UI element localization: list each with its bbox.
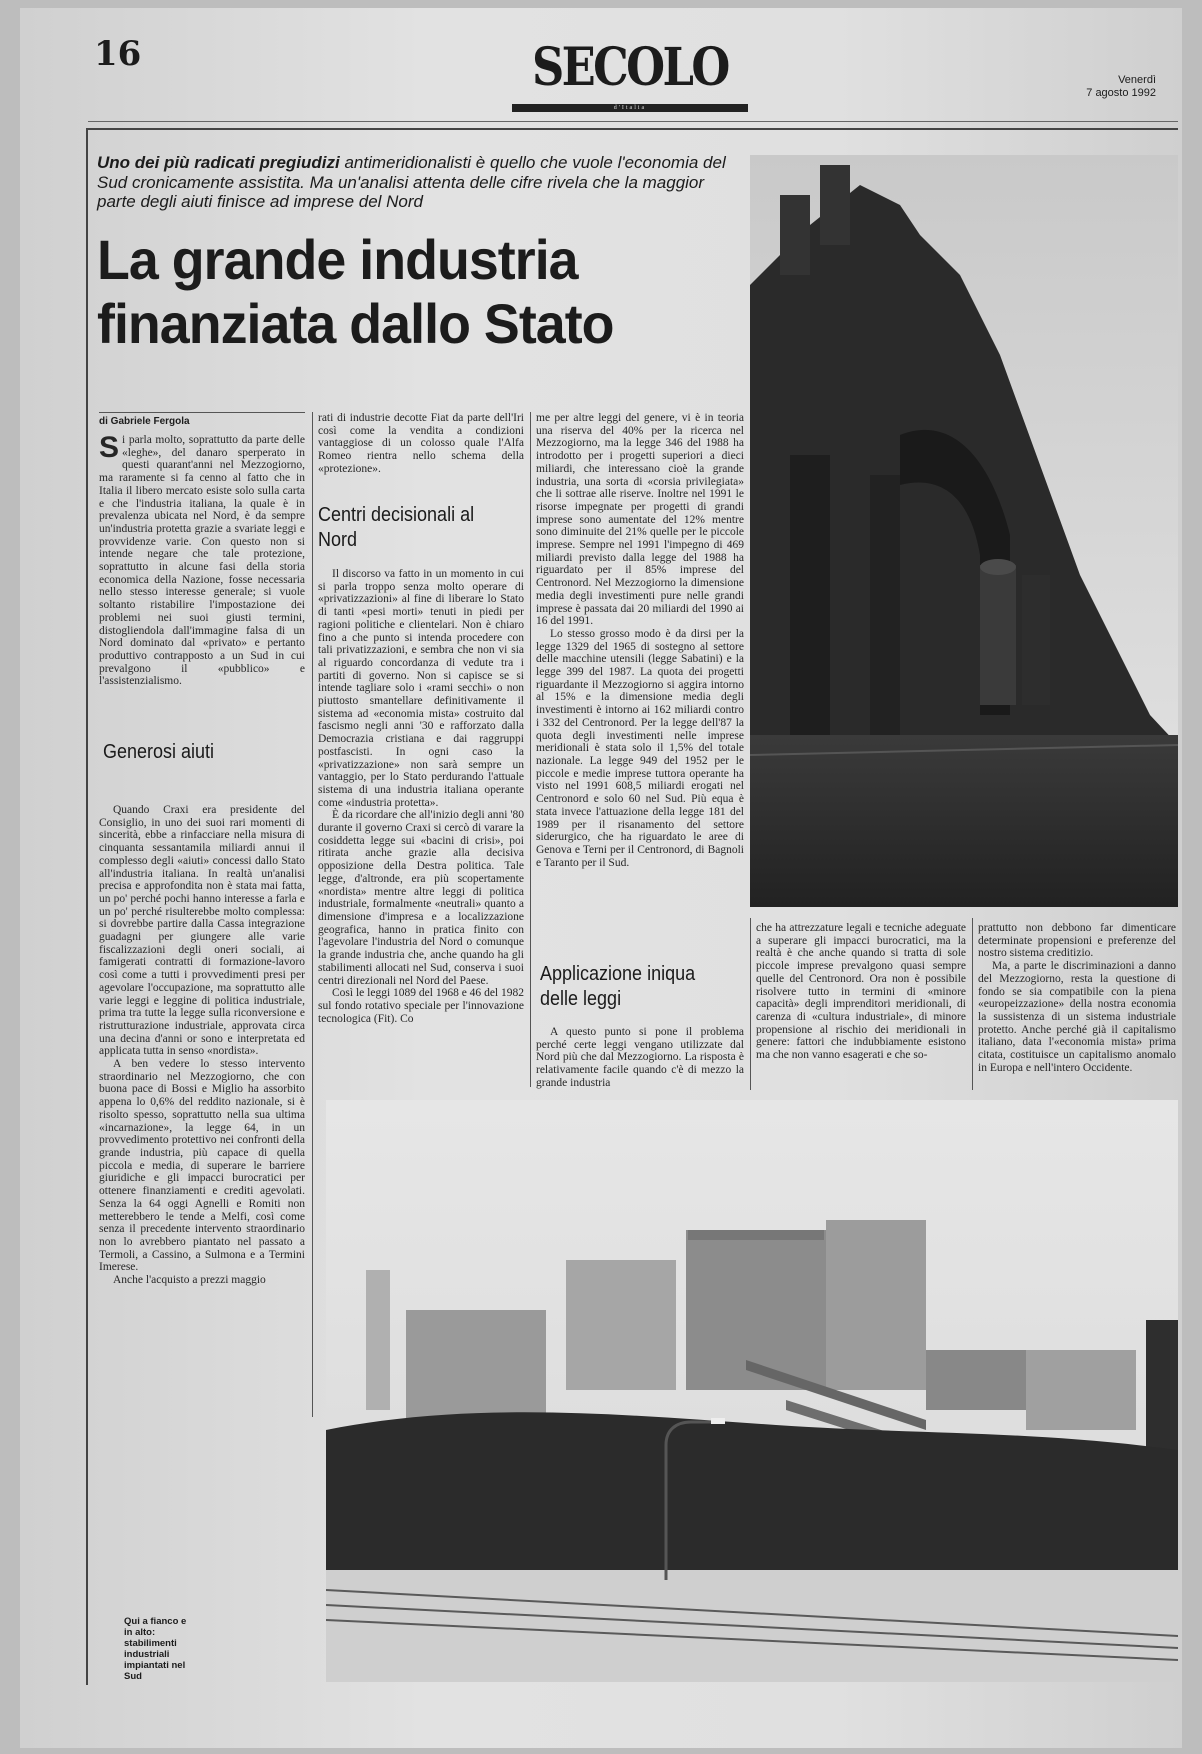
column-1-top <box>99 434 305 726</box>
column-2-top <box>318 412 524 476</box>
paragraph: Lo stesso grosso modo è da dirsi per la legge 1329 del 1965 di sostegno al settore delle macchine utensili (legge Sabatini) e la legge 399 del 1987. La quota dei progetti riguardante il Mezzogiorno si aggira intorno al 15% e la dimensione media degli investimenti è intorno ai 162 miliardi contro i 332 del Centronord. Per la legge dell'87 la quota degli investimenti nelle imprese meridionali è stata solo il 1,5% del totale nazionale. La legge 949 del 1952 per le piccole e medie imprese tuttora operante ha visto nel 1991 608,5 miliardi erogati nel Centronord e solo 60 nel Sud. Più equa è stata invece l'attuazione della legge 181 del 1989 per il risanamento del settore siderurgico, che ha riguardato le aree di Genova e Terni per il Centronord, di Bagnoli e Taranto per il Sud. <box>536 627 744 869</box>
subhead-centri-decisionali: Centri decisionali al Nord <box>318 504 475 551</box>
header-rule <box>88 121 1178 122</box>
column-3-top <box>536 412 744 950</box>
column-3-bottom <box>536 1026 744 1090</box>
paragraph: prattutto non debbono far dimenticare determinate propensioni e preferenze del nostro sistema creditizio. <box>978 922 1176 960</box>
byline-rule <box>99 412 305 413</box>
column-5 <box>978 922 1176 1088</box>
paragraph: Il discorso va fatto in un momento in cui si parla troppo senza molto operare di «privatizzazioni» al fine di liberare lo Stato di tanti «pesi morti» tenuti in piedi per ragioni politiche e clientelari. Non è chiaro fino a che punto si intenda procedere con tali privatizzazioni, e sembra che non vi sia al riguardo concordanza di vedute tra i partiti di governo. Non si capisce se si intende tagliare solo i «rami secchi» o non piuttosto smantellare definitivamente il sistema ad «economia mista» costruito dal fascismo negli anni '30 e rafforzato dalla Democrazia cristiana e dai raggruppi postfascisti. In ogni caso la «privatizzazione» non sarà sempre un vantaggio, per lo Stato perdurando l'attuale sistema di una industria italiana operante come «industria protetta». <box>318 568 524 809</box>
photo-industrial-plant-image <box>326 1100 1178 1682</box>
paragraph: me per altre leggi del genere, vi è in teoria una riserva del 40% per la ricerca nel Mezzogiorno, ma la legge 346 del 1988 ha introdotto per i progetti superiori a dieci miliardi, che interessano cioè la grande industria, una sorta di «corsia privilegiata» che li sottrae alle riserve. Inoltre nel 1991 le risorse impegnate per progetti di grandi imprese sono aumentate del 12% mentre sono diminuite del 21% quelle per le piccole imprese. Sempre nel 1991 l'impegno di 469 miliardi previsto dalla legge del 1988 ha riguardato per il 85% imprese del Centronord. Nel Mezzogiorno la dimensione media degli investimenti pure nelle grandi imprese è passata dai 20 miliardi del 1990 ai 16 del 1991. <box>536 412 744 628</box>
paragraph: Così le leggi 1089 del 1968 e 46 del 1982 sul fondo rotativo speciale per l'innovazione tecnologica (Fit). Co <box>318 987 524 1025</box>
photo-steel-plant-image <box>750 155 1178 907</box>
headline-line-1: La grande industria <box>97 228 578 291</box>
paragraph: che ha attrezzature legali e tecniche adeguate a superare gli impacci burocratici, ma la realtà è che anche quando si tratta di sole piccole imprese prevalgono quasi sempre quelle del Centronord. Ora non è possibile risolvere tutto in termini di «minore capacità» degli imprenditori meridionali, di carenza di «cultura industriale», di minore propensione al rischio dei meridionali in genere: fattori che indubbiamente esistono ma che non vanno esagerati e che so- <box>756 922 966 1062</box>
kicker-bold: Uno dei più radicati pregiudizi <box>97 153 340 172</box>
column-rule <box>750 918 751 1090</box>
kicker <box>97 153 737 212</box>
masthead-subtitle: d'Italia <box>613 105 647 111</box>
paragraph: rati di industrie decotte Fiat da parte dell'Iri così come la vendita a condizioni vantaggiose di un colosso quale l'Alfa Romeo rientra nello schema della «protezione». <box>318 412 524 475</box>
dateline <box>1086 74 1156 100</box>
column-rule <box>312 412 313 1417</box>
column-rule <box>530 412 531 1087</box>
drop-cap: S <box>99 434 120 464</box>
column-1-bottom <box>99 804 305 1384</box>
date-day: Venerdì <box>1118 74 1156 86</box>
date: 7 agosto 1992 <box>1086 87 1156 99</box>
masthead-title: SECOLO <box>532 37 728 98</box>
paragraph: A questo punto si pone il problema perché certe leggi vengano utilizzate dal Nord più che dal Mezzogiorno. La risposta è relativamente facile quando c'è di mezzo la grande industria <box>536 1026 744 1089</box>
paragraph: Ma, a parte le discriminazioni a danno del Mezzogiorno, resta la questione di fondo se sia compatibile con la piena «europeizzazione» della nostra economia la sussistenza di un sistema industriale protetto. Anche perché già il capitalismo italiano, data l'«economia mista» prima citata, costituisce un capitalismo anomalo in Europa e nell'intero Occidente. <box>978 960 1176 1074</box>
headline <box>97 228 737 356</box>
headline-line-2: finanziata dallo Stato <box>97 292 614 355</box>
paragraph: Quando Craxi era presidente del Consiglio, in uno dei suoi rari momenti di sincerità, ebbe a rinfacciare nella misura di cinquanta sessantamila miliardi annui il complesso degli «aiuti» concessi dallo Stato all'industria italiana. In realtà un'analisi precisa e approfondita non è stata mai fatta, un po' perché pochi hanno interesse a farla e un po' perché risulterebbe molto complessa: si dovrebbe partire dalla Cassa integrazione guadagni per giungere alle varie fiscalizzazioni degli oneri sociali, ai famigerati contratti di formazione-lavoro così come a tutti i provvedimenti presi per agevolare l'occupazione, ma soprattutto alle varie leggi e leggine di politica industriale, prima tra tutte la legge sulla riconversione e ristrutturazione industriale, approvata circa una decina d'anni or sono e interpretata ed applicata tutta in senso «nordista». <box>99 804 305 1058</box>
byline: di Gabriele Fergola <box>99 416 190 427</box>
paragraph: È da ricordare che all'inizio degli anni '80 durante il governo Craxi si cercò di varare la cosiddetta legge sui «bacini di crisi», poi ritirata anche grazie alla decisiva opposizione della Destra politica. Tale legge, d'altronde, era più scopertamente «nordista» mentre altre leggi di politica industriale, formalmente «neutrali» quanto a dimensione d'impresa e a localizzazione geografica, hanno in pratica finito con l'agevolare l'industria del Nord o comunque la grande industria che, anche quando ha gli stabilimenti allocati nel Sud, conserva i suoi centri direzionali nel Nord del Paese. <box>318 809 524 987</box>
photo-caption: Qui a fianco e in alto: stabilimenti industriali impiantati nel Sud <box>124 1616 187 1682</box>
column-4 <box>756 922 966 1088</box>
paragraph: A ben vedere lo stesso intervento straordinario nel Mezzogiorno, che con buona pace di Bossi e Miglio ha assorbito appena lo 0,6% del reddito nazionale, si è risolto spesso, soprattutto nella sua ultima «incarnazione», la legge 64, in un provvedimento protettivo nei confronti della grande industria, più capace di quella piccola e media, di superare le barriere giuridiche e gli impacci burocratici per ottenere finanziamenti e crediti agevolati. Senza la 64 oggi Agnelli e Romiti non metterebbero le tende a Melfi, così come senza il precedente intervento straordinario non lo avrebbero piantato nel passato a Termoli, a Cassino, a Sulmona e a Termini Imerese. <box>99 1058 305 1274</box>
photo-steel-plant <box>750 155 1178 907</box>
masthead <box>508 37 752 116</box>
page-number: 16 <box>94 34 142 74</box>
column-rule <box>972 918 973 1090</box>
kicker-text: antimeridionalisti è quello che vuole l'economia del Sud cronicamente assistita. Ma un'analisi attenta delle cifre rivela che la maggior parte degli aiuti finisce ad imprese del Nord <box>97 153 726 211</box>
paragraph: Anche l'acquisto a prezzi maggio <box>113 1274 266 1287</box>
subhead-applicazione-iniqua: Applicazione iniqua delle leggi <box>540 963 696 1010</box>
column-2-bottom <box>318 568 524 1088</box>
photo-industrial-plant <box>326 1100 1178 1682</box>
paragraph: Si parla molto, soprattutto da parte delle «leghe», del danaro sperperato in questi quarant'anni nel Mezzogiorno, ma raramente si fa cenno al fatto che in Italia il libero mercato esiste solo sulla carta e che l'industria italiana, la quale è in prevalenza ubicata nel Nord, è da sempre un'industria protetta grazie a svariate leggi e provvidenze varie. Con questo non si intende negare che tale protezione, soprattutto in alcune fasi della storia economica della Nazione, fosse necessaria nello stesso interesse generale; si vuole soltanto ristabilire l'impostazione dei problemi nei suoi giusti termini, distogliendola dall'immagine falsa di un Nord dominato dal «privato» e pertanto produttivo contrapposto a un Sud in cui prevalgono il «pubblico» e l'assistenzialismo. <box>99 434 305 688</box>
subhead-generosi-aiuti: Generosi aiuti <box>103 741 215 763</box>
